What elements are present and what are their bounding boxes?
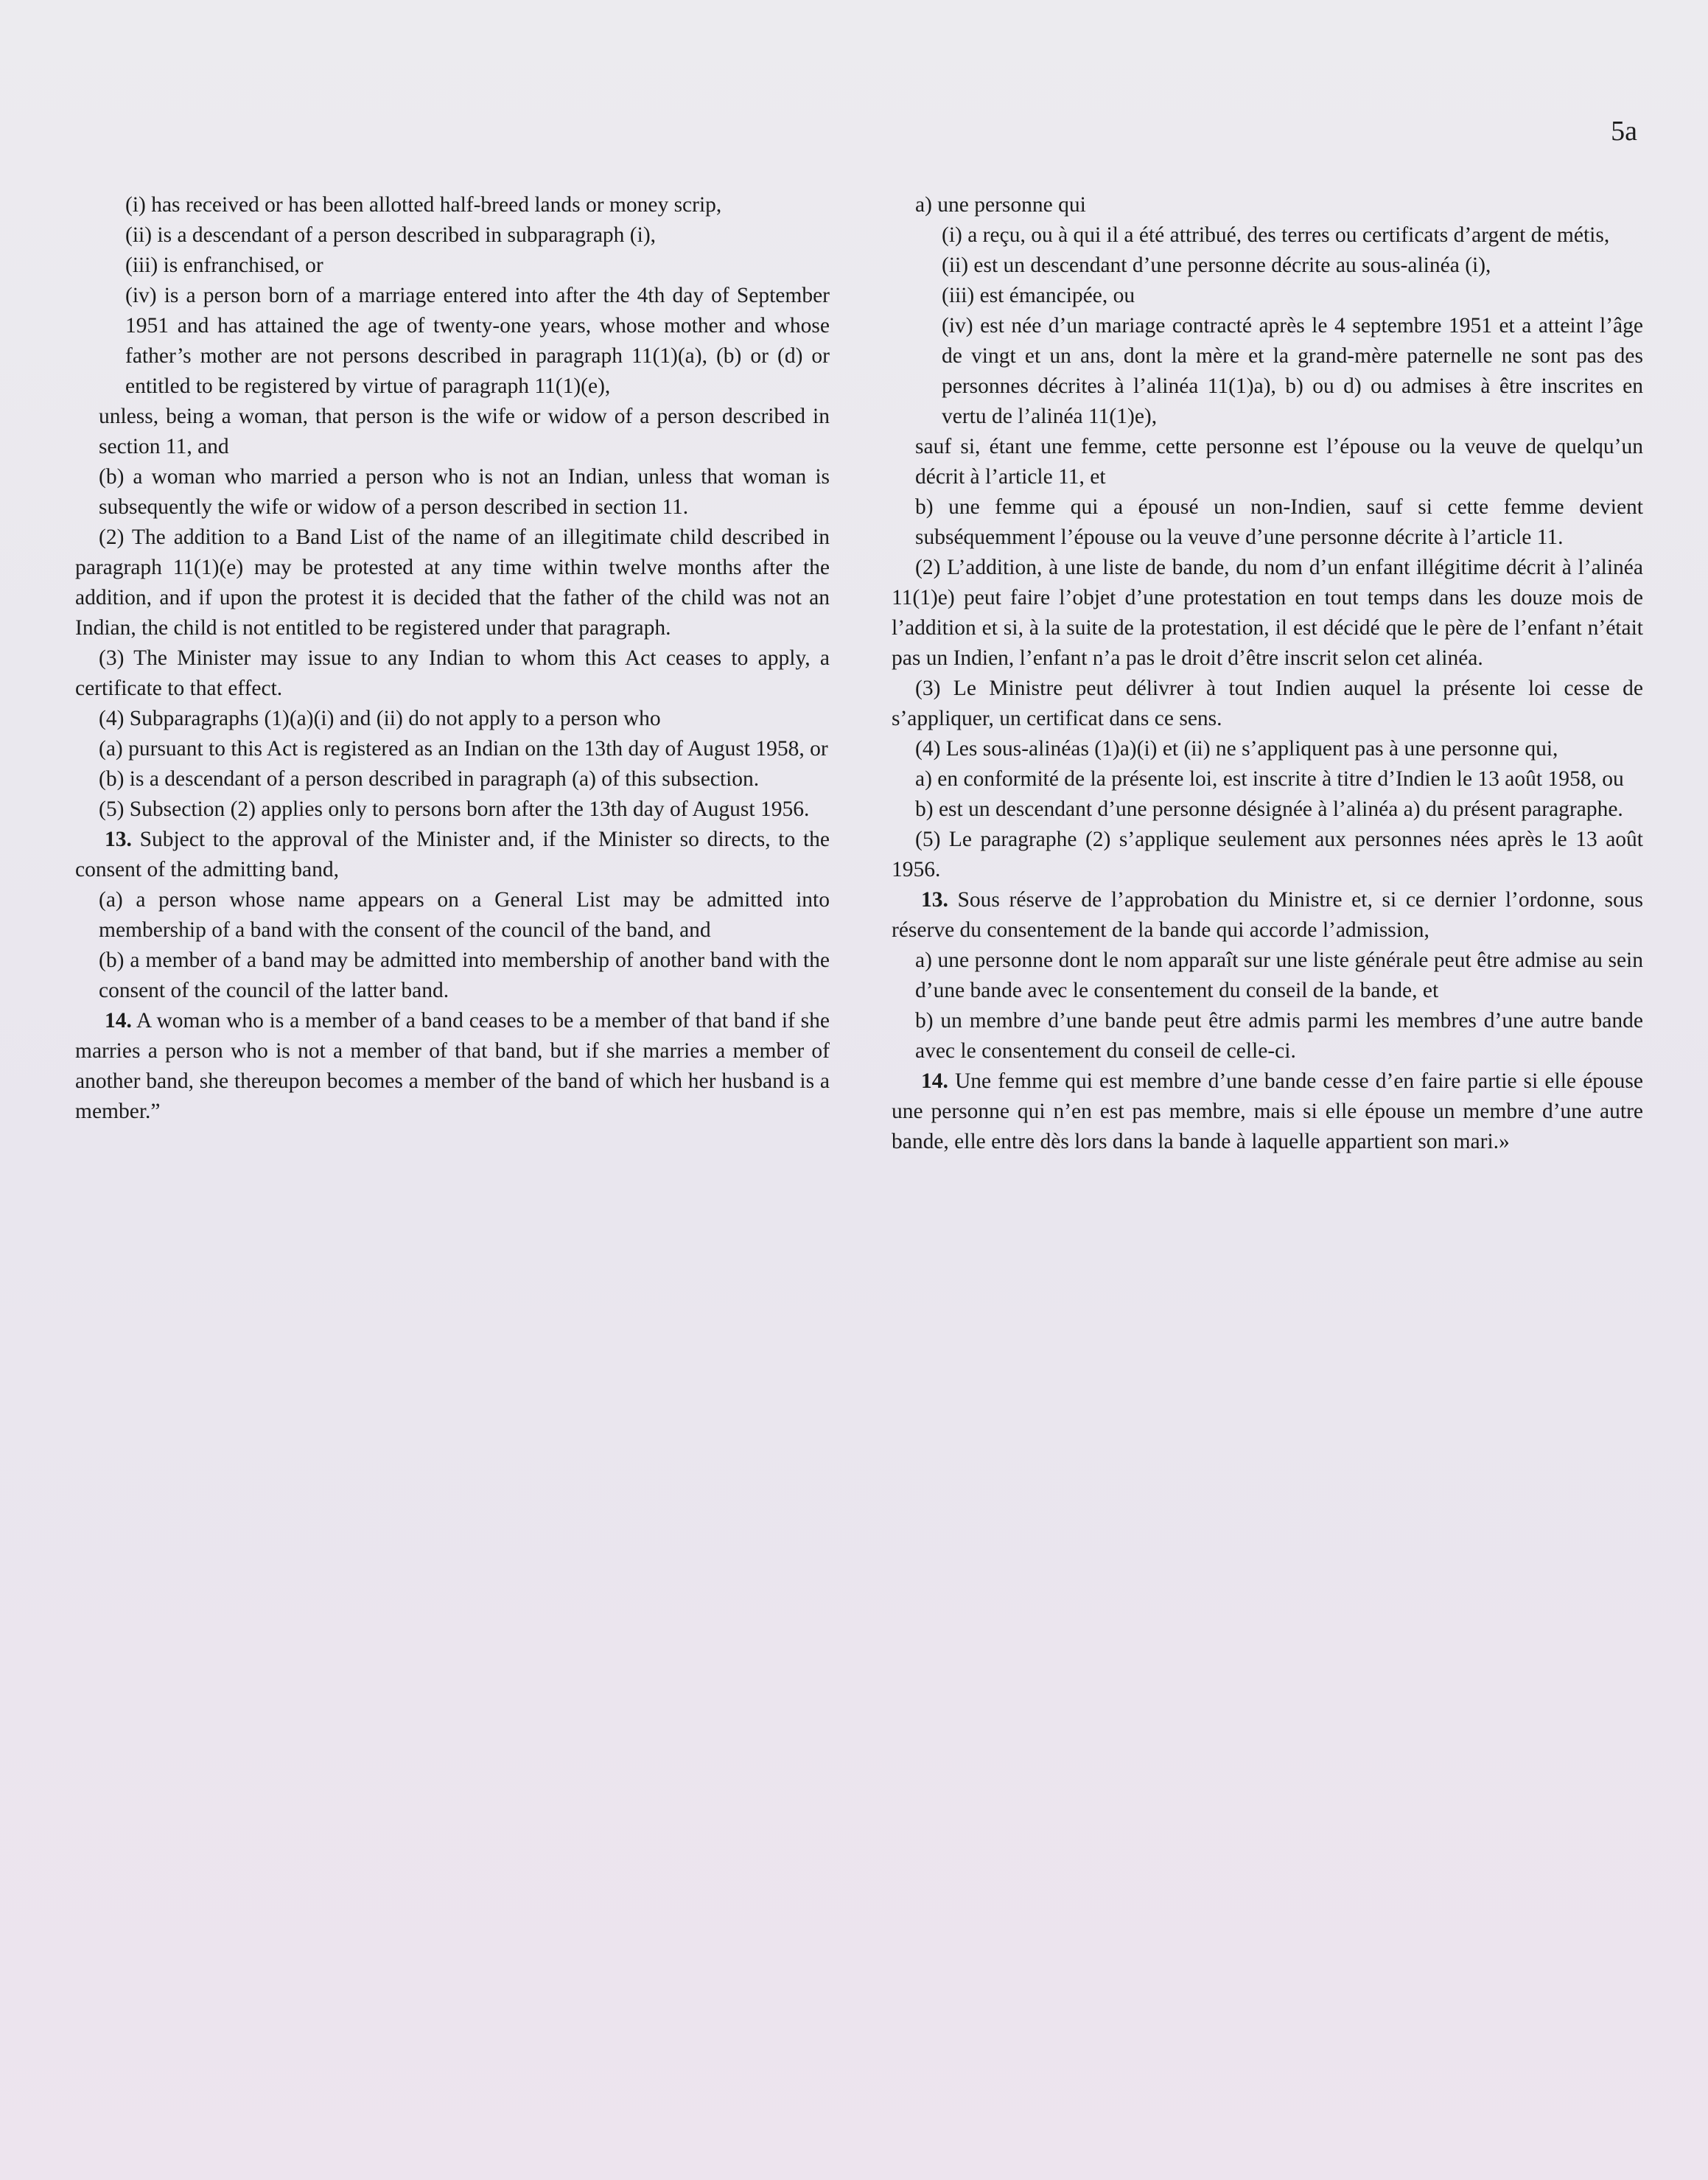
french-paragraph (892, 251, 1643, 281)
paragraph-text: (i) a reçu, ou à qui il a été attribué, des terres ou certificats d’argent de métis, (942, 223, 1610, 247)
paragraph-text: Subject to the approval of the Minister and, if the Minister so directs, to the consent of the admitting band, (75, 828, 830, 881)
english-paragraph (75, 825, 830, 885)
french-paragraph (892, 311, 1643, 432)
english-paragraph (75, 794, 830, 825)
paragraph-text: Sous réserve de l’approbation du Ministre et, si ce dernier l’ordonne, sous réserve du consentement de la bande qui accorde l’admission, (892, 888, 1643, 942)
paragraph-text: unless, being a woman, that person is the wife or widow of a person described in section 11, and (99, 405, 830, 458)
paragraph-text: sauf si, étant une femme, cette personne est l’épouse ou la veuve de quelqu’un décrit à l’article 11, et (915, 435, 1643, 489)
english-paragraph (75, 734, 830, 764)
french-paragraph (892, 764, 1643, 794)
paragraph-text: (4) Les sous-alinéas (1)a)(i) et (ii) ne s’appliquent pas à une personne qui, (915, 737, 1558, 761)
english-paragraph (75, 643, 830, 704)
english-paragraph (75, 402, 830, 462)
section-number: 14. (921, 1069, 948, 1093)
page-number: 5a (1611, 116, 1637, 147)
english-paragraph (75, 523, 830, 643)
paragraph-text: (iv) is a person born of a marriage entered into after the 4th day of September 1951 and has attained the age of twenty-one years, whose mother and whose father’s mother are not persons described in paragraph 11(1)(a), (b) or (d) or entitled to be registered by virtue of paragraph 11(1)(e), (125, 284, 830, 398)
paragraph-text: (5) Subsection (2) applies only to persons born after the 13th day of August 1956. (99, 797, 810, 821)
section-number: 13. (105, 828, 132, 851)
paragraph-text: (2) L’addition, à une liste de bande, du nom d’un enfant illégitime décrit à l’alinéa 11(1)e) peut faire l’objet d’une protestation en tout temps dans les douze mois de l’addition et si, à la suite de la protestation, il est décidé que le père de l’enfant n’était pas un Indien, l’enfant n’a pas le droit d’être inscrit selon cet alinéa. (892, 556, 1643, 670)
french-paragraph (892, 281, 1643, 311)
english-paragraph (75, 281, 830, 402)
french-paragraph (892, 1006, 1643, 1066)
french-paragraph (892, 432, 1643, 492)
paragraph-text: Une femme qui est membre d’une bande cesse d’en faire partie si elle épouse une personne qui n’en est pas membre, mais si elle épouse un membre d’une autre bande, elle entre dès lors dans la bande à laquelle appartient son mari.» (892, 1069, 1643, 1153)
paragraph-text: (iii) is enfranchised, or (125, 254, 323, 277)
english-paragraph (75, 885, 830, 946)
english-paragraph (75, 190, 830, 220)
paragraph-text: (a) pursuant to this Act is registered as an Indian on the 13th day of August 1958, or (99, 737, 828, 761)
paragraph-text: (b) a member of a band may be admitted into membership of another band with the consent of the council of the latter band. (99, 948, 830, 1002)
section-number: 13. (921, 888, 948, 912)
paragraph-text: b) est un descendant d’une personne désignée à l’alinéa a) du présent paragraphe. (915, 797, 1623, 821)
paragraph-text: (b) is a descendant of a person described in paragraph (a) of this subsection. (99, 767, 760, 791)
paragraph-text: a) en conformité de la présente loi, est inscrite à titre d’Indien le 13 août 1958, ou (915, 767, 1624, 791)
french-paragraph (892, 220, 1643, 251)
paragraph-text: (ii) is a descendant of a person described in subparagraph (i), (125, 223, 657, 247)
paragraph-text: (ii) est un descendant d’une personne décrite au sous-alinéa (i), (942, 254, 1491, 277)
french-paragraph (892, 946, 1643, 1006)
paragraph-text: (2) The addition to a Band List of the name of an illegitimate child described in paragraph 11(1)(e) may be protested at any time within twelve months after the addition, and if upon the protest it is decided that the father of the child was not an Indian, the child is not entitled to be registered under that paragraph. (75, 525, 830, 640)
paragraph-text: (a) a person whose name appears on a General List may be admitted into membership of a band with the consent of the council of the band, and (99, 888, 830, 942)
paragraph-text: (3) Le Ministre peut délivrer à tout Indien auquel la présente loi cesse de s’appliquer, un certificat dans ce sens. (892, 677, 1643, 730)
paragraph-text: a) une personne dont le nom apparaît sur une liste générale peut être admise au sein d’une bande avec le consentement du conseil de la bande, et (915, 948, 1643, 1002)
section-number: 14. (105, 1009, 132, 1033)
paragraph-text: A woman who is a member of a band ceases to be a member of that band if she marries a person who is not a member of that band, but if she marries a member of another band, she thereupon becomes a member of the band of which her husband is a member.” (75, 1009, 830, 1123)
paragraph-text: (3) The Minister may issue to any Indian to whom this Act ceases to apply, a certificate to that effect. (75, 646, 830, 700)
french-paragraph (892, 885, 1643, 946)
paragraph-text: (iii) est émancipée, ou (942, 284, 1135, 307)
paragraph-text: b) un membre d’une bande peut être admis parmi les membres d’une autre bande avec le consentement du conseil de celle-ci. (915, 1009, 1643, 1063)
french-paragraph (892, 734, 1643, 764)
english-paragraph (75, 462, 830, 523)
english-paragraph (75, 946, 830, 1006)
english-paragraph (75, 1006, 830, 1127)
paragraph-text: (5) Le paragraphe (2) s’applique seulement aux personnes nées après le 13 août 1956. (892, 828, 1643, 881)
french-paragraph (892, 794, 1643, 825)
paragraph-text: a) une personne qui (915, 193, 1086, 217)
paragraph-text: (iv) est née d’un mariage contracté après le 4 septembre 1951 et a atteint l’âge de vingt et un ans, dont la mère et la grand-mère paternelle ne sont pas des personnes décrites à l’alinéa 11(1)a), b) ou d) ou admises à être inscrites en vertu de l’alinéa 11(1)e), (942, 314, 1643, 428)
french-paragraph (892, 1066, 1643, 1157)
french-column (892, 190, 1643, 1157)
paragraph-text: b) une femme qui a épousé un non-Indien, sauf si cette femme devient subséquemment l’épouse ou la veuve d’une personne décrite à l’article 11. (915, 495, 1643, 549)
french-paragraph (892, 825, 1643, 885)
french-paragraph (892, 674, 1643, 734)
english-paragraph (75, 220, 830, 251)
english-paragraph (75, 251, 830, 281)
paragraph-text: (i) has received or has been allotted half-breed lands or money scrip, (125, 193, 722, 217)
french-paragraph (892, 492, 1643, 553)
paragraph-text: (b) a woman who married a person who is not an Indian, unless that woman is subsequently the wife or widow of a person described in section 11. (99, 465, 830, 519)
english-paragraph (75, 704, 830, 734)
french-paragraph (892, 553, 1643, 674)
english-paragraph (75, 764, 830, 794)
french-paragraph (892, 190, 1643, 220)
paragraph-text: (4) Subparagraphs (1)(a)(i) and (ii) do not apply to a person who (99, 707, 661, 730)
english-column (75, 190, 830, 1127)
